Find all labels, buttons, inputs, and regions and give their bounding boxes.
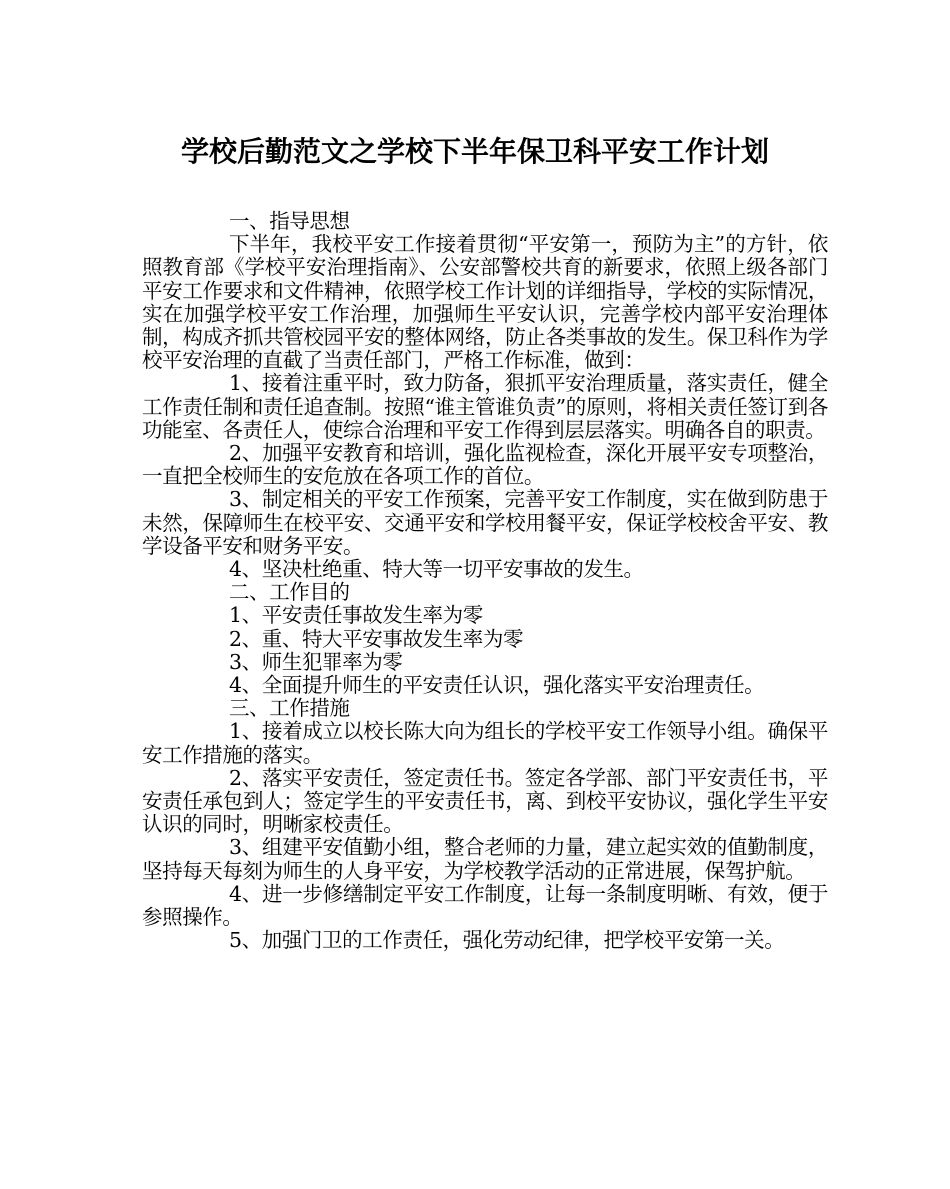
goal-item-4: 4、全面提升师生的平安责任认识，强化落实平安治理责任。 (229, 673, 765, 698)
measure-item-2: 2、落实平安责任，签定责任书。签定各学部、部门平安责任书，平安责任承包到人；签定学生的平安责任书，离、到校平安协议，强化学生平安认识的同时，明晰家校责任。 (142, 765, 828, 837)
paragraph-item-1: 1、接着注重平时，致力防备，狠抓平安治理质量，落实责任，健全工作责任制和责任追查制。按照“谁主管谁负责”的原则，将相关责任签订到各功能室、各责任人，使综合治理和平安工作得到层层落实。明确各自的职责。 (142, 371, 828, 442)
paragraph-item-3: 3、制定相关的平安工作预案，完善平安工作制度，实在做到防患于未然，保障师生在校平安、交通平安和学校用餐平安，保证学校校舍平安、教学设备平安和财务平安。 (142, 487, 828, 558)
measure-item-4: 4、进一步修缮制定平安工作制度，让每一条制度明晰、有效，便于参照操作。 (142, 881, 828, 930)
document-body (142, 210, 828, 953)
document-title: 学校后勤范文之学校下半年保卫科平安工作计划 (180, 135, 769, 168)
section-heading-goals: 二、工作目的 (229, 580, 350, 605)
goal-item-1: 1、平安责任事故发生率为零 (229, 603, 483, 628)
section-heading-measures: 三、工作措施 (229, 696, 350, 721)
paragraph-item-2: 2、加强平安教育和培训，强化监视检查，深化开展平安专项整治，一直把全校师生的安危放在各项工作的首位。 (142, 441, 828, 489)
measure-item-1: 1、接着成立以校长陈大向为组长的学校平安工作领导小组。确保平安工作措施的落实。 (142, 719, 828, 767)
paragraph-intro: 下半年，我校平安工作接着贯彻“平安第一，预防为主”的方针，依照教育部《学校平安治理指南》、公安部警校共育的新要求，依照上级各部门平安工作要求和文件精神，依照学校工作计划的详细指导，学校的实际情况，实在加强学校平安工作治理，加强师生平安认识，完善学校内部平安治理体制，构成齐抓共管校园平安的整体网络，防止各类事故的发生。保卫科作为学校平安治理的直截了当责任部门，严格工作标准，做到： (142, 232, 828, 373)
section-heading-guiding-ideology: 一、指导思想 (229, 209, 350, 233)
paragraph-item-4: 4、坚决杜绝重、特大等一切平安事故的发生。 (229, 557, 644, 582)
goal-item-2: 2、重、特大平安事故发生率为零 (229, 626, 524, 651)
measure-item-5: 5、加强门卫的工作责任，强化劳动纪律，把学校平安第一关。 (229, 928, 785, 953)
goal-item-3: 3、师生犯罪率为零 (229, 649, 403, 674)
measure-item-3: 3、组建平安值勤小组，整合老师的力量，建立起实效的值勤制度，坚持每天每刻为师生的人身平安，为学校教学活动的正常进展，保驾护航。 (142, 835, 828, 883)
